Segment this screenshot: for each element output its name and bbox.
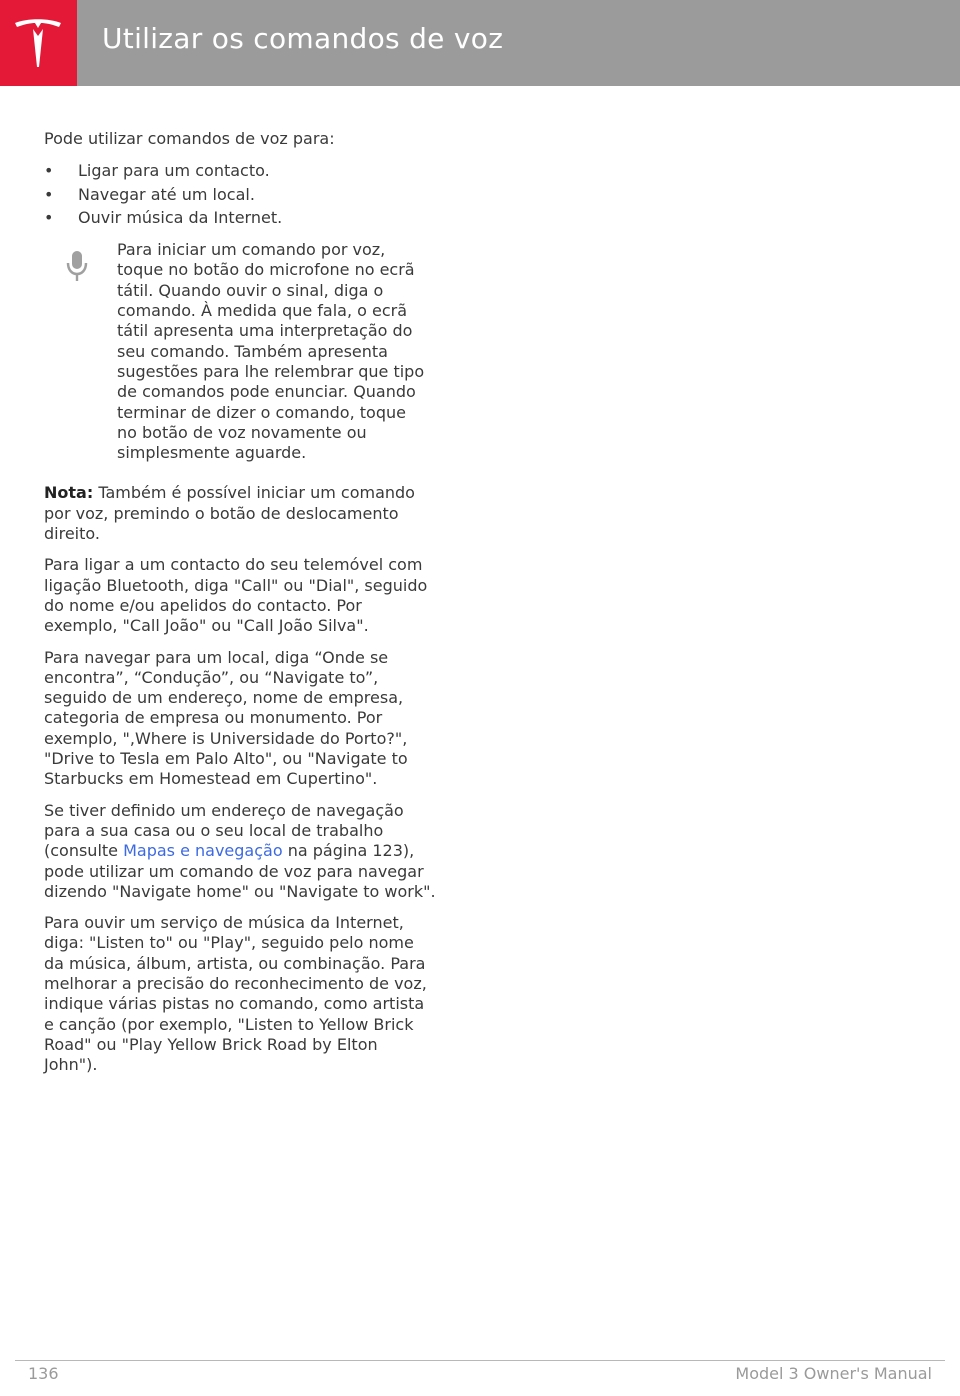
bullet-icon: •: [44, 184, 54, 204]
list-item: • Ouvir música da Internet.: [44, 207, 283, 227]
microphone-icon: [66, 250, 88, 287]
tesla-logo-icon: [0, 0, 77, 86]
call-paragraph: Para ligar a um contacto do seu telemóvel com ligação Bluetooth, diga "Call" ou "Dial", seguido do nome e/ou apelidos do contacto. Por exemplo, "Call João" ou "Call João Silva".: [44, 555, 428, 636]
page-title: Utilizar os comandos de voz: [102, 22, 504, 55]
navigate-paragraph: Para navegar para um local, diga “Onde se encontra”, “Condução”, ou “Navigate to”, seguido de um endereço, nome de empresa, categoria de empresa ou monumento. Por exemplo, ",Where is Universidade do Porto?", "Drive to Tesla em Palo Alto", ou "Navigate to Starbucks em Homestead em Cupertino".: [44, 647, 408, 789]
list-item: • Ligar para um contacto.: [44, 161, 270, 181]
voice-instruction-text: Para iniciar um comando por voz, toque no botão do microfone no ecrã tátil. Quando ouvir o sinal, diga o comando. À medida que fala, o ecrã tátil apresenta uma interpretação do seu comando. Também apresenta sugestões para lhe relembrar que tipo de comandos pode enunciar. Quando terminar de dizer o comando, toque no botão de voz novamente ou simplesmente aguarde.: [117, 240, 425, 463]
voice-command-list: [44, 161, 436, 228]
note-label: Nota:: [44, 483, 94, 503]
manual-name: Model 3 Owner's Manual: [735, 1364, 932, 1383]
footer-divider: [15, 1360, 945, 1361]
maps-navigation-link[interactable]: Mapas e navegação: [123, 841, 283, 861]
bullet-icon: •: [44, 207, 54, 227]
music-paragraph: Para ouvir um serviço de música da Internet, diga: "Listen to" ou "Play", seguido pelo nome da música, álbum, artista, ou combinação. Para melhorar a precisão do reconhecimento de voz, indique várias pistas no comando, como artista e canção (por exemplo, "Listen to Yellow Brick Road" ou "Play Yellow Brick Road by Elton John").: [44, 913, 427, 1075]
note-paragraph: [44, 483, 436, 544]
intro-text: Pode utilizar comandos de voz para:: [44, 129, 335, 148]
list-item: • Navegar até um local.: [44, 184, 255, 204]
page-header: [0, 0, 960, 86]
bullet-icon: •: [44, 161, 54, 181]
document-body: [44, 129, 436, 1086]
note-text: Também é possível iniciar um comando por voz, premindo o botão de deslocamento direito.: [44, 483, 415, 544]
voice-instruction-block: [44, 240, 436, 463]
home-work-paragraph: Se tiver definido um endereço de navegação para a sua casa ou o seu local de trabalho (consulte Mapas e navegação na página 123), pode utilizar um comando de voz para navegar dizendo "Navigate home" ou "Navigate to work".: [44, 800, 436, 901]
page-number: 136: [28, 1364, 59, 1383]
